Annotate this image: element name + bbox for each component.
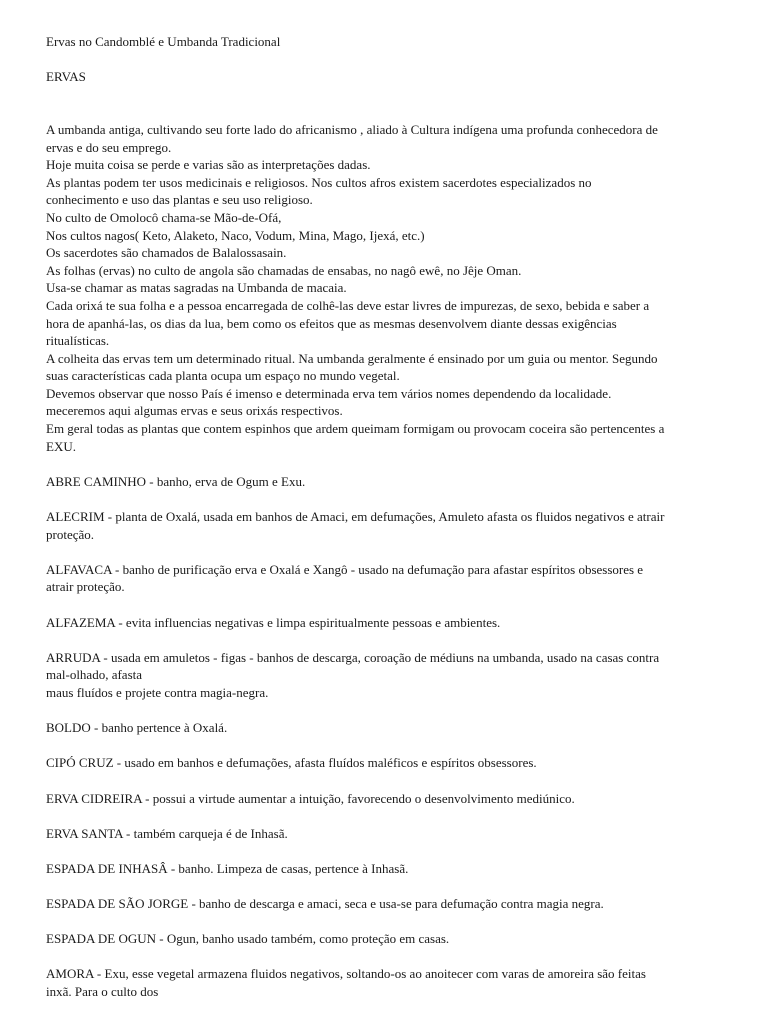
- intro-line: Em geral todas as plantas que contem espinhos que ardem queimam formigam ou provocam coceira são pertencentes a: [46, 421, 665, 437]
- herb-entry: [46, 895, 726, 913]
- intro-line: conhecimento e uso das plantas e seu uso religioso.: [46, 192, 313, 208]
- herb-entry: [46, 719, 726, 737]
- intro-line: A umbanda antiga, cultivando seu forte lado do africanismo , aliado à Cultura indígena uma profunda conhecedora de: [46, 121, 658, 137]
- herb-entry: [46, 649, 726, 702]
- herb-entry: [46, 508, 726, 543]
- spacer: [46, 543, 726, 561]
- intro-line: meceremos aqui algumas ervas e seus orixás respectivos.: [46, 403, 343, 419]
- spacer: [46, 772, 726, 790]
- herb-entry-line: ERVA SANTA - também carqueja é de Inhasã.: [46, 825, 288, 841]
- herb-entry-line: proteção.: [46, 526, 95, 542]
- herb-entry: [46, 860, 726, 878]
- herb-entry: [46, 825, 726, 843]
- herb-entry: [46, 930, 726, 948]
- spacer: [46, 631, 726, 649]
- herb-entry-line: ALFAVACA - banho de purificação erva e Oxalá e Xangô - usado na defumação para afastar espíritos obsessores e: [46, 561, 644, 577]
- herb-entry: [46, 561, 726, 596]
- spacer: [46, 86, 726, 121]
- spacer: [46, 948, 726, 966]
- intro-line: hora de apanhá-las, os dias da lua, bem como os efeitos que as mesmas desenvolvem diante dessas exigências: [46, 315, 617, 331]
- intro-line: Usa-se chamar as matas sagradas na Umbanda de macaia.: [46, 280, 347, 296]
- herb-entry: [46, 754, 726, 772]
- intro-line: Nos cultos nagos( Keto, Alaketo, Naco, Vodum, Mina, Mago, Ijexá, etc.): [46, 227, 425, 243]
- intro-paragraph: [46, 121, 726, 455]
- spacer: [46, 842, 726, 860]
- intro-line: Devemos observar que nosso País é imenso e determinada erva tem vários nomes dependendo da localidade.: [46, 385, 612, 401]
- document-page: [46, 33, 726, 1001]
- intro-line: Hoje muita coisa se perde e varias são as interpretações dadas.: [46, 157, 371, 173]
- herb-entry: [46, 473, 726, 491]
- spacer: [46, 913, 726, 931]
- herb-entry-line: maus fluídos e projete contra magia-negra.: [46, 684, 269, 700]
- intro-line: EXU.: [46, 438, 76, 454]
- section-heading: ERVAS: [46, 69, 86, 85]
- document-title: Ervas no Candomblé e Umbanda Tradicional: [46, 34, 281, 49]
- herb-entry-line: ESPADA DE INHASÂ - banho. Limpeza de casas, pertence à Inhasã.: [46, 860, 409, 876]
- herb-entry: [46, 614, 726, 632]
- herb-entry-line: ERVA CIDREIRA - possui a virtude aumentar a intuição, favorecendo o desenvolvimento mediúnico.: [46, 790, 575, 806]
- intro-line: A colheita das ervas tem um determinado ritual. Na umbanda geralmente é ensinado por um guia ou mentor. Segundo: [46, 350, 658, 366]
- herb-entry-line: CIPÓ CRUZ - usado em banhos e defumações, afasta fluídos maléficos e espíritos obsessores.: [46, 755, 537, 771]
- herb-entry-line: atrair proteção.: [46, 579, 125, 595]
- herb-entry-line: ESPADA DE OGUN - Ogun, banho usado também, como proteção em casas.: [46, 931, 450, 947]
- herb-entry-line: ARRUDA - usada em amuletos - figas - banhos de descarga, coroação de médiuns na umbanda, usado na casas contra: [46, 649, 660, 665]
- spacer: [46, 737, 726, 755]
- intro-line: Os sacerdotes são chamados de Balalossasain.: [46, 245, 287, 261]
- herb-entry-line: ALECRIM - planta de Oxalá, usada em banhos de Amaci, em defumações, Amuleto afasta os fluidos negativos e atrair: [46, 509, 665, 525]
- herb-entry-line: mal-olhado, afasta: [46, 667, 143, 683]
- herb-entry-line: inxã. Para o culto dos: [46, 984, 159, 1000]
- intro-line: As folhas (ervas) no culto de angola são chamadas de ensabas, no nagô ewê, no Jêje Oman.: [46, 262, 522, 278]
- herb-entry-line: ABRE CAMINHO - banho, erva de Ogum e Exu.: [46, 473, 306, 489]
- intro-line: As plantas podem ter usos medicinais e religiosos. Nos cultos afros existem sacerdotes especializados no: [46, 174, 592, 190]
- herb-entry-line: ESPADA DE SÃO JORGE - banho de descarga e amaci, seca e usa-se para defumação contra magia negra.: [46, 896, 604, 912]
- spacer: [46, 702, 726, 720]
- spacer: [46, 51, 726, 69]
- spacer: [46, 490, 726, 508]
- herb-entry-line: AMORA - Exu, esse vegetal armazena fluidos negativos, soltando-os ao anoitecer com varas de amoreira são feitas: [46, 966, 646, 982]
- intro-line: ervas e do seu emprego.: [46, 139, 172, 155]
- spacer: [46, 807, 726, 825]
- intro-line: ritualísticas.: [46, 333, 110, 349]
- intro-line: No culto de Omolocô chama-se Mão-de-Ofá,: [46, 209, 282, 225]
- intro-line: Cada orixá te sua folha e a pessoa encarregada de colhê-las deve estar livres de impurezas, de sexo, bebida e saber a: [46, 297, 650, 313]
- herb-entry-line: BOLDO - banho pertence à Oxalá.: [46, 720, 228, 736]
- herb-entries-list: [46, 455, 726, 1000]
- herb-entry-line: ALFAZEMA - evita influencias negativas e limpa espiritualmente pessoas e ambientes.: [46, 614, 501, 630]
- herb-entry: [46, 790, 726, 808]
- herb-entry: [46, 965, 726, 1000]
- spacer: [46, 455, 726, 473]
- spacer: [46, 878, 726, 896]
- spacer: [46, 596, 726, 614]
- intro-line: suas características cada planta ocupa um espaço no mundo vegetal.: [46, 368, 400, 384]
